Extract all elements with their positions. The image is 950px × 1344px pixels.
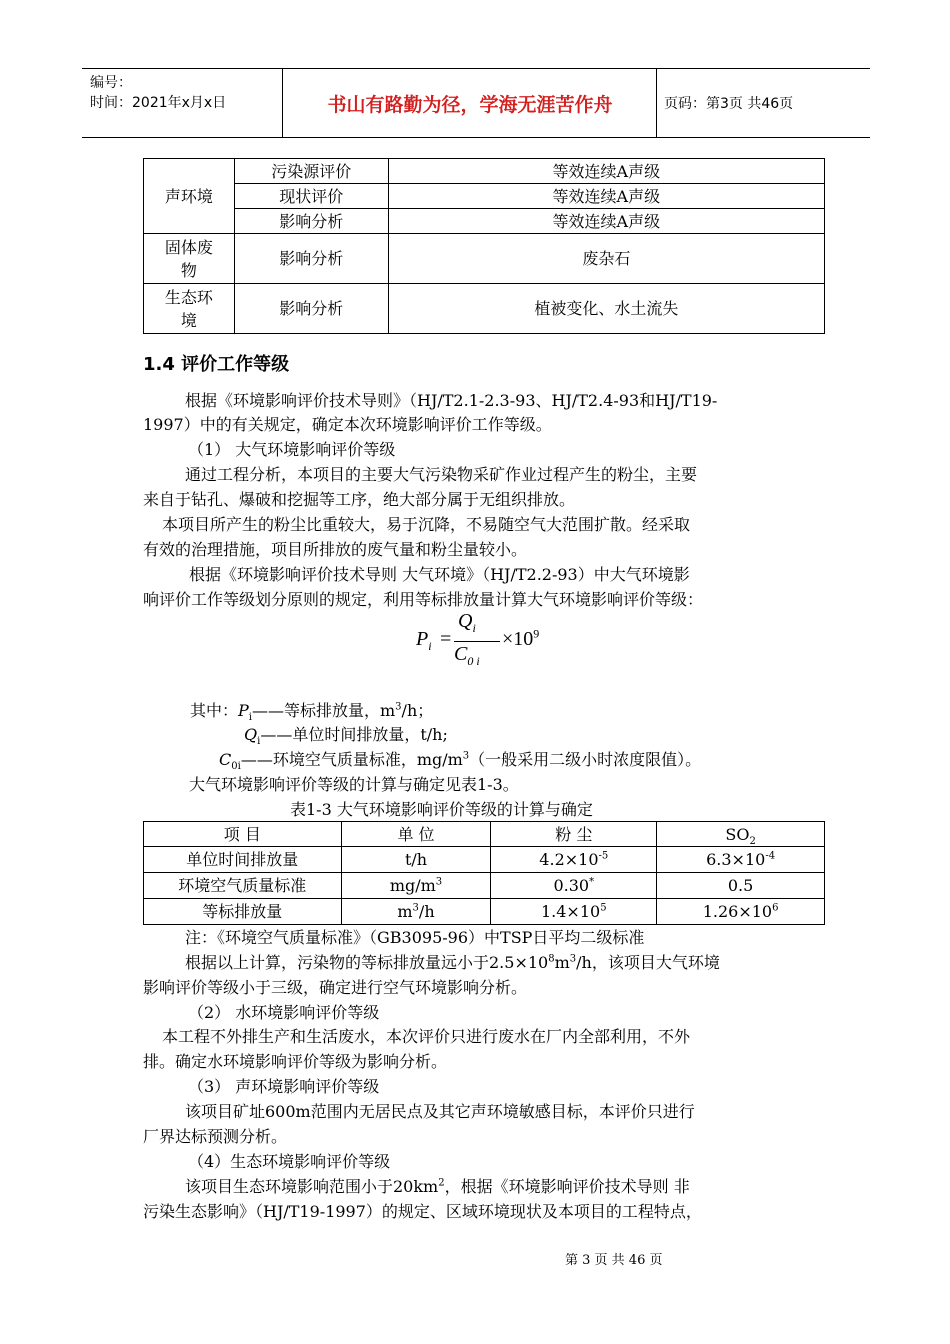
- section-heading: 1.4 评价工作等级: [143, 354, 290, 375]
- paragraph: 排。确定水环境影响评价等级为影响分析。: [143, 1052, 448, 1071]
- def-sup: 3: [462, 750, 470, 762]
- paragraph: 本项目所产生的粉尘比重较大，易于沉降，不易随空气大范围扩散。经采取: [162, 515, 691, 534]
- table-cell: 0.5: [657, 873, 825, 899]
- cell-line: 境: [180, 310, 197, 330]
- paragraph: 根据《环境影响评价技术导则 大气环境》（HJ/T2.2-93）中大气环境影: [189, 565, 690, 584]
- so2-sub: 2: [749, 835, 756, 847]
- table-header: 项 目: [144, 822, 342, 847]
- table-cell: [657, 899, 825, 925]
- def-text: ——等标排放量，m: [251, 701, 396, 720]
- subheading: （2） 水环境影响评价等级: [188, 1003, 380, 1022]
- header-meta: [90, 73, 226, 113]
- cell-exp: 5: [600, 902, 607, 914]
- cell-exp: 3: [412, 902, 419, 914]
- formula-times: ×10: [502, 628, 534, 650]
- table-cell: [491, 873, 657, 899]
- cell-value: 0.30: [553, 876, 590, 895]
- paragraph: 厂界达标预测分析。: [143, 1127, 288, 1146]
- paragraph: 有效的治理措施，项目所排放的废气量和粉尘量较小。: [143, 540, 528, 559]
- table-header: 单 位: [341, 822, 491, 847]
- formula-den-sub: 0 i: [467, 654, 480, 668]
- header-divider: [656, 69, 657, 137]
- table-cell: 影响分析: [234, 284, 388, 334]
- table-cell: 影响分析: [234, 209, 388, 234]
- table-cell: [491, 899, 657, 925]
- def-intro: 其中：: [190, 701, 239, 720]
- cell-line: 物: [180, 260, 197, 280]
- definition-line: [219, 747, 701, 772]
- text-sup: 8: [548, 953, 555, 965]
- table-header: 粉 尘: [491, 822, 657, 847]
- subheading: （1） 大气环境影响评价等级: [188, 440, 396, 459]
- formula-numerator: Q: [458, 610, 473, 632]
- cell-value: m: [397, 902, 413, 921]
- paragraph: 响评价工作等级划分原则的规定，利用等标排放量计算大气环境影响评价等级：: [143, 590, 704, 609]
- page-header: [82, 68, 870, 138]
- formula-lhs: P: [416, 628, 429, 650]
- table-cell: 声环境: [144, 159, 235, 234]
- def-symbol: P: [238, 701, 249, 720]
- def-tail: （一般采用二级小时浓度限值）。: [469, 750, 702, 769]
- cell-unit-tail: /h: [418, 902, 435, 921]
- paragraph: 根据《环境影响评价技术导则》（HJ/T2.1-2.3-93、HJ/T2.4-93和HJ/T19-: [185, 391, 718, 410]
- header-slogan: 书山有路勤为径，学海无涯苦作舟: [327, 93, 613, 116]
- table-note: 注：《环境空气质量标准》（GB3095-96）中TSP日平均二级标准: [185, 928, 645, 947]
- text-run: ，根据《环境影响评价技术导则 非: [444, 1177, 690, 1196]
- header-page-info: 页码：第3页 共46页: [664, 96, 794, 112]
- evaluation-factor-table: [143, 158, 825, 334]
- def-sup: 3: [395, 701, 402, 713]
- cell-value: 1.26×10: [702, 902, 773, 921]
- formula-lhs-sub: i: [428, 639, 432, 653]
- cell-value: 1.4×10: [540, 902, 601, 921]
- table-cell: 环境空气质量标准: [144, 873, 342, 899]
- paragraph: 本工程不外排生产和生活废水，本次评价只进行废水在厂内全部利用，不外: [162, 1027, 691, 1046]
- table-header: [657, 822, 825, 847]
- header-so2: SO: [725, 824, 750, 844]
- paragraph: 大气环境影响评价等级的计算与确定见表1-3。: [189, 775, 519, 794]
- header-number: 编号：: [90, 75, 132, 91]
- table-cell: 等效连续A声级: [388, 209, 824, 234]
- def-sub: i: [248, 712, 252, 724]
- paragraph: 该项目矿址600m范围内无居民点及其它声环境敏感目标，本评价只进行: [185, 1102, 695, 1121]
- definition-line: [244, 722, 448, 747]
- table-cell: [144, 234, 235, 284]
- definition-line: [190, 698, 433, 723]
- header-date: 时间：2021年x月x日: [90, 95, 227, 111]
- paragraph: 来自于钻孔、爆破和挖掘等工序，绝大部分属于无组织排放。: [143, 490, 576, 509]
- cell-value: 6.3×10: [706, 850, 766, 869]
- fraction-bar: [454, 641, 500, 642]
- table-cell: 污染源评价: [234, 159, 388, 184]
- table-caption: 表1-3 大气环境影响评价等级的计算与确定: [290, 800, 593, 819]
- table-cell: [341, 873, 491, 899]
- table-cell: 等效连续A声级: [388, 159, 824, 184]
- def-symbol: Q: [244, 725, 258, 744]
- table-cell: [657, 847, 825, 873]
- cell-value: 4.2×10: [539, 850, 599, 869]
- text-run: 该项目生态环境影响范围小于20km: [185, 1177, 439, 1196]
- cell-exp: -4: [765, 850, 776, 862]
- subheading: （4）生态环境影响评价等级: [188, 1152, 391, 1171]
- table-cell: 等标排放量: [144, 899, 342, 925]
- table-cell: t/h: [341, 847, 491, 873]
- text-sup: 3: [569, 953, 577, 965]
- formula-exp: 9: [533, 626, 540, 641]
- table-cell: 影响分析: [234, 234, 388, 284]
- table-cell: [341, 899, 491, 925]
- subheading: （3） 声环境影响评价等级: [188, 1077, 380, 1096]
- table-cell: 废杂石: [388, 234, 824, 284]
- text-run: m: [554, 953, 570, 972]
- table-cell: 植被变化、水土流失: [388, 284, 824, 334]
- paragraph: 1997）中的有关规定，确定本次环境影响评价工作等级。: [143, 415, 552, 434]
- formula-denominator: C: [454, 643, 468, 665]
- paragraph: 通过工程分析，本项目的主要大气污染物采矿作业过程产生的粉尘，主要: [185, 465, 698, 484]
- paragraph: 影响评价等级小于三级，确定进行空气环境影响分析。: [143, 978, 528, 997]
- page-footer: 第 3 页 共 46 页: [565, 1253, 663, 1268]
- def-sub: 0i: [231, 761, 241, 773]
- cell-line: 生态环: [164, 287, 213, 307]
- def-unit: /h；: [401, 701, 434, 720]
- air-impact-table: [143, 821, 825, 925]
- table-cell: [144, 284, 235, 334]
- table-cell: 单位时间排放量: [144, 847, 342, 873]
- cell-exp: 6: [772, 902, 779, 914]
- def-symbol: C: [219, 750, 232, 769]
- formula-num-sub: i: [472, 621, 476, 635]
- def-sub: i: [257, 736, 261, 748]
- formula: [416, 610, 556, 670]
- paragraph: [185, 950, 720, 975]
- text-sup-km2: 2: [438, 1177, 445, 1189]
- def-text: ——环境空气质量标准，mg/m: [240, 750, 463, 769]
- formula-equals: =: [440, 628, 452, 650]
- cell-exp: -5: [598, 850, 609, 862]
- def-text: ——单位时间排放量，t/h;: [260, 725, 448, 744]
- text-run: /h，该项目大气环境: [576, 953, 720, 972]
- table-cell: 现状评价: [234, 184, 388, 209]
- header-divider: [282, 69, 283, 137]
- paragraph: 污染生态影响》（HJ/T19-1997）的规定、区域环境现状及本项目的工程特点，: [143, 1202, 702, 1221]
- text-run: 根据以上计算，污染物的等标排放量远小于2.5×10: [185, 953, 549, 972]
- cell-exp: *: [589, 876, 595, 888]
- cell-line: 固体废: [164, 237, 213, 257]
- paragraph: [185, 1174, 690, 1199]
- table-cell: [491, 847, 657, 873]
- table-cell: 等效连续A声级: [388, 184, 824, 209]
- cell-value: mg/m: [389, 876, 436, 895]
- cell-exp: 3: [435, 876, 443, 888]
